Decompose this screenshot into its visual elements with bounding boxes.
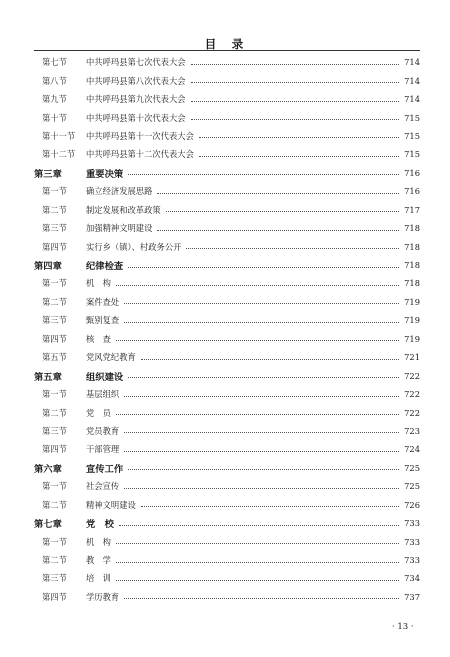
dot-leader: [141, 506, 399, 507]
section-number: 第三节: [42, 223, 67, 234]
section-number: 第八节: [42, 75, 67, 86]
page-ref: 722: [404, 407, 420, 418]
section-title: 党风党纪教育: [86, 352, 136, 363]
page-ref: 715: [404, 112, 420, 123]
toc-section-row: [34, 588, 420, 606]
section-title: 中共呼玛县第八次代表大会: [86, 75, 186, 86]
toc-section-row: [34, 569, 420, 587]
section-title: 甄别复查: [86, 315, 120, 326]
page-ref: 724: [404, 444, 420, 455]
page-ref: 718: [404, 260, 420, 271]
dot-leader: [166, 211, 399, 212]
toc-chapter-row: [34, 366, 420, 384]
page-ref: 719: [404, 296, 420, 307]
section-number: 第二节: [42, 499, 67, 510]
toc-section-row: [34, 496, 420, 514]
page-ref: 726: [404, 499, 420, 510]
page-ref: 719: [404, 333, 420, 344]
dot-leader: [191, 119, 399, 120]
page-ref: 716: [404, 167, 420, 178]
section-number: 第一节: [42, 536, 67, 547]
section-title: 核 查: [86, 333, 111, 344]
dot-leader: [116, 562, 399, 563]
toc-section-row: [34, 385, 420, 403]
section-title: 制定发展和改革政策: [86, 204, 161, 215]
page-ref: 715: [404, 149, 420, 160]
dot-leader: [128, 377, 399, 378]
dot-leader: [116, 414, 399, 415]
section-title: 中共呼玛县第九次代表大会: [86, 94, 186, 105]
section-number: 第二节: [42, 204, 67, 215]
toc-section-row: [34, 219, 420, 237]
toc-section-row: [34, 182, 420, 200]
page-ref: 714: [404, 57, 420, 68]
dot-leader: [124, 598, 399, 599]
section-title: 机 构: [86, 278, 111, 289]
section-title: 党 员: [86, 407, 111, 418]
section-title: 确立经济发展思路: [86, 186, 153, 197]
section-number: 第一节: [42, 278, 67, 289]
toc-section-row: [34, 440, 420, 458]
section-title: 中共呼玛县第七次代表大会: [86, 57, 186, 68]
section-number: 第二节: [42, 296, 67, 307]
dot-leader: [116, 285, 399, 286]
dot-leader: [199, 156, 399, 157]
section-title: 培 训: [86, 573, 111, 584]
toc-section-row: [34, 274, 420, 292]
section-title: 中共呼玛县第十二次代表大会: [86, 149, 194, 160]
section-title: 党员教育: [86, 425, 120, 436]
toc-section-row: [34, 477, 420, 495]
section-number: 第三节: [42, 315, 67, 326]
section-number: 第二节: [42, 555, 67, 566]
chapter-number: 第五章: [34, 371, 62, 383]
chapter-title: 纪律检查: [86, 261, 124, 273]
table-of-contents: [34, 53, 420, 606]
dot-leader: [191, 64, 399, 65]
section-number: 第十节: [42, 112, 67, 123]
dot-leader: [128, 174, 399, 175]
toc-section-row: [34, 90, 420, 108]
toc-section-row: [34, 422, 420, 440]
dot-leader: [191, 101, 399, 102]
chapter-title: 党 校: [86, 519, 114, 531]
chapter-number: 第六章: [34, 463, 62, 475]
toc-section-row: [34, 108, 420, 126]
section-title: 实行乡（镇）、村政务公开: [86, 241, 182, 252]
dot-leader: [128, 469, 399, 470]
section-title: 干部管理: [86, 444, 120, 455]
dot-leader: [116, 580, 399, 581]
page-ref: 721: [404, 352, 420, 363]
page-ref: 715: [404, 130, 420, 141]
dot-leader: [157, 193, 399, 194]
dot-leader: [199, 137, 399, 138]
chapter-title: 组织建设: [86, 371, 124, 383]
section-number: 第三节: [42, 425, 67, 436]
toc-section-row: [34, 293, 420, 311]
toc-section-row: [34, 311, 420, 329]
dot-leader: [124, 488, 399, 489]
chapter-title: 重要决策: [86, 168, 124, 180]
section-number: 第一节: [42, 186, 67, 197]
dot-leader: [157, 230, 399, 231]
page-ref: 737: [404, 591, 420, 602]
page-ref: 725: [404, 481, 420, 492]
page-ref: 714: [404, 75, 420, 86]
chapter-number: 第三章: [34, 168, 62, 180]
section-title: 学历教育: [86, 591, 120, 602]
dot-leader: [124, 303, 399, 304]
dot-leader: [141, 359, 399, 360]
section-number: 第十二节: [42, 149, 76, 160]
page-ref: 733: [404, 536, 420, 547]
toc-section-row: [34, 403, 420, 421]
page-ref: 733: [404, 518, 420, 529]
section-number: 第四节: [42, 241, 67, 252]
section-number: 第四节: [42, 444, 67, 455]
page-ref: 723: [404, 425, 420, 436]
section-number: 第三节: [42, 573, 67, 584]
page-ref: 733: [404, 555, 420, 566]
page-ref: 714: [404, 94, 420, 105]
page-ref: 722: [404, 389, 420, 400]
section-title: 中共呼玛县第十一次代表大会: [86, 130, 194, 141]
dot-leader: [191, 82, 399, 83]
toc-section-row: [34, 127, 420, 145]
toc-chapter-row: [34, 459, 420, 477]
toc-section-row: [34, 201, 420, 219]
toc-section-row: [34, 330, 420, 348]
toc-section-row: [34, 71, 420, 89]
title-rule: [34, 50, 420, 51]
section-title: 中共呼玛县第十次代表大会: [86, 112, 186, 123]
section-title: 精神文明建设: [86, 499, 136, 510]
dot-leader: [124, 396, 399, 397]
section-title: 基层组织: [86, 389, 120, 400]
dot-leader: [119, 525, 399, 526]
toc-section-row: [34, 551, 420, 569]
page-ref: 716: [404, 186, 420, 197]
page-ref: 717: [404, 204, 420, 215]
page-ref: 719: [404, 315, 420, 326]
toc-chapter-row: [34, 256, 420, 274]
section-number: 第四节: [42, 591, 67, 602]
toc-section-row: [34, 237, 420, 255]
dot-leader: [124, 322, 399, 323]
section-number: 第七节: [42, 57, 67, 68]
page-ref: 722: [404, 370, 420, 381]
dot-leader: [116, 543, 399, 544]
toc-section-row: [34, 53, 420, 71]
section-number: 第一节: [42, 481, 67, 492]
toc-chapter-row: [34, 514, 420, 532]
section-number: 第二节: [42, 407, 67, 418]
dot-leader: [124, 432, 399, 433]
section-number: 第十一节: [42, 130, 76, 141]
page-title: 目 录: [204, 37, 246, 51]
section-title: 机 构: [86, 536, 111, 547]
chapter-title: 宣传工作: [86, 463, 124, 475]
section-title: 案件查处: [86, 296, 120, 307]
section-number: 第一节: [42, 389, 67, 400]
section-number: 第五节: [42, 352, 67, 363]
chapter-number: 第四章: [34, 261, 62, 273]
toc-section-row: [34, 532, 420, 550]
page-ref: 718: [404, 278, 420, 289]
page-number: · 13 ·: [392, 622, 414, 632]
toc-section-row: [34, 348, 420, 366]
section-number: 第九节: [42, 94, 67, 105]
dot-leader: [124, 451, 399, 452]
dot-leader: [186, 248, 399, 249]
page-ref: 718: [404, 241, 420, 252]
dot-leader: [128, 267, 399, 268]
toc-section-row: [34, 145, 420, 163]
section-title: 社会宣传: [86, 481, 120, 492]
page-ref: 725: [404, 462, 420, 473]
section-title: 教 学: [86, 555, 111, 566]
dot-leader: [116, 340, 399, 341]
page-ref: 734: [404, 573, 420, 584]
toc-chapter-row: [34, 164, 420, 182]
chapter-number: 第七章: [34, 519, 62, 531]
page-ref: 718: [404, 223, 420, 234]
section-number: 第四节: [42, 333, 67, 344]
section-title: 加强精神文明建设: [86, 223, 153, 234]
